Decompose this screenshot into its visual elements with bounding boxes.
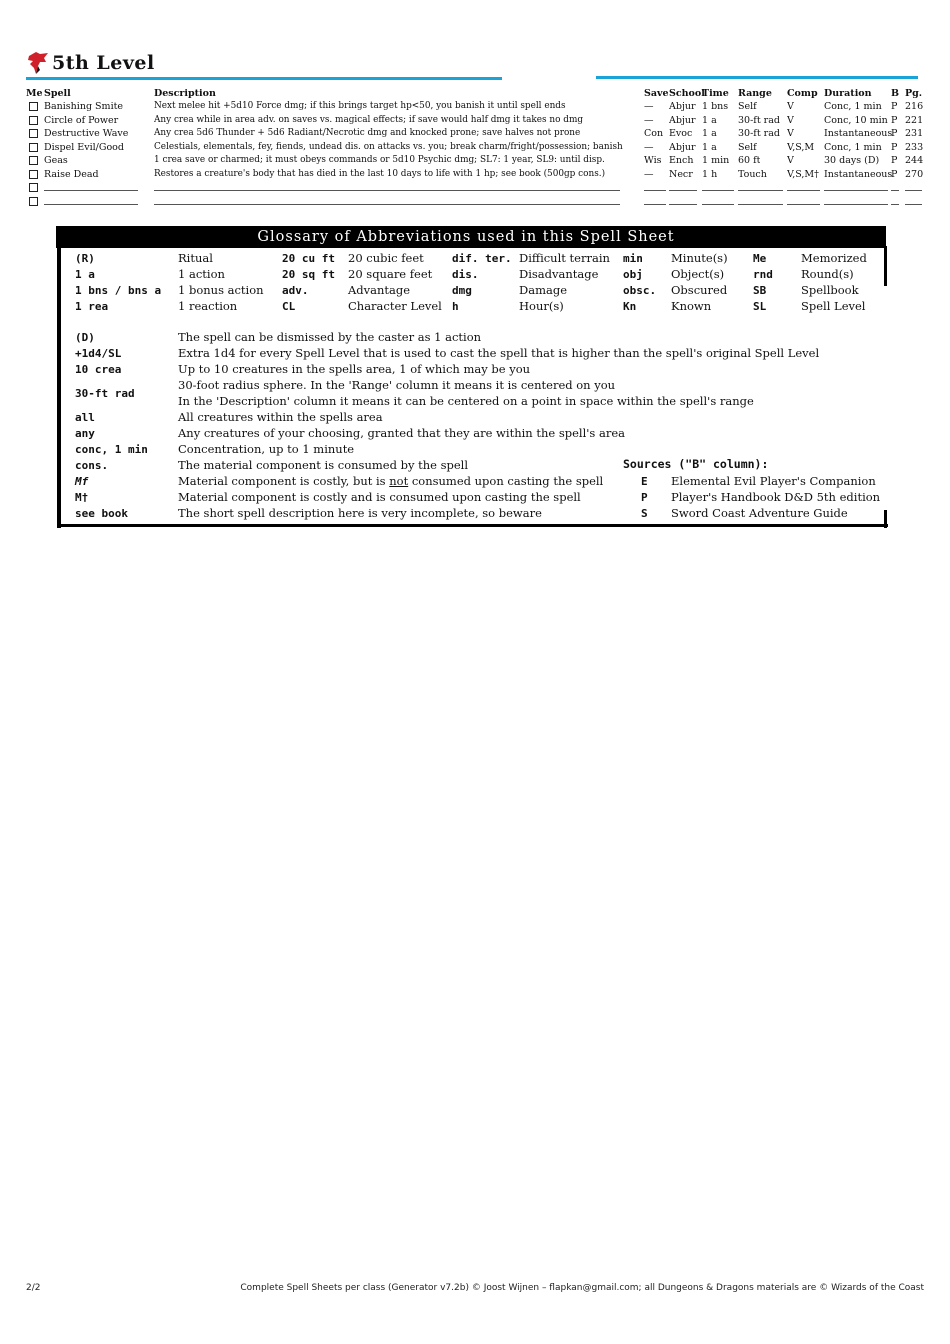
abbr-value: Known	[671, 299, 712, 313]
spell-time: 1 bns	[702, 101, 729, 112]
spell-save: —	[644, 141, 654, 153]
spell-school: Necr	[669, 169, 693, 180]
col-save: Save	[644, 88, 669, 99]
abbr-value: Hour(s)	[519, 299, 564, 313]
spell-page: 221	[905, 114, 924, 126]
abbr-key: obj	[623, 268, 643, 281]
blank-row	[26, 195, 924, 208]
spell-school: Abjur	[669, 114, 696, 126]
term-key: cons.	[75, 459, 109, 472]
level-title: 5th Level	[52, 52, 155, 74]
spell-description: 1 crea save or charmed; it must obeys commands or 5d10 Psychic dmg; SL7: 1 year, SL9: until disp.	[154, 155, 605, 166]
abbr-value: 20 square feet	[348, 267, 433, 281]
spell-source: P	[891, 155, 898, 167]
abbr-key: 20 cu ft	[282, 252, 335, 265]
spell-name: Circle of Power	[44, 114, 119, 126]
header-rule-right	[596, 76, 918, 79]
source-key: P	[641, 491, 648, 504]
abbr-value: Disadvantage	[519, 267, 599, 281]
dragon-icon	[26, 50, 50, 76]
abbr-value: Round(s)	[801, 267, 854, 281]
abbr-key: 1 rea	[75, 300, 109, 313]
col-pg: Pg.	[905, 88, 923, 99]
spell-description: Celestials, elementals, fey, fiends, undead dis. on attacks vs. you; break charm/fright/possession; banish	[154, 141, 623, 152]
glossary-border-bottom	[58, 524, 888, 527]
term-value: The material component is consumed by the spell	[178, 458, 469, 472]
memorized-checkbox[interactable]	[29, 116, 38, 125]
spell-range: 60 ft	[738, 155, 761, 167]
spell-components: V	[787, 101, 794, 112]
abbr-key: CL	[282, 300, 296, 313]
term-key: +1d4/SL	[75, 347, 122, 360]
term-key: any	[75, 427, 95, 440]
spell-source: P	[891, 114, 898, 126]
spell-page: 244	[905, 155, 924, 167]
glossary-title: Glossary of Abbreviations used in this Spell Sheet	[257, 229, 675, 245]
abbr-key: adv.	[282, 284, 309, 297]
abbr-value: Ritual	[178, 251, 213, 265]
abbr-value: Advantage	[348, 283, 411, 297]
spell-duration: Conc, 10 min	[824, 114, 888, 126]
spell-duration: 30 days (D)	[824, 155, 880, 167]
spell-duration: Instantaneous	[824, 128, 893, 140]
memorized-checkbox[interactable]	[29, 129, 38, 138]
abbr-value: Damage	[519, 283, 568, 297]
abbr-key: dmg	[452, 284, 472, 297]
spell-source: P	[891, 141, 898, 153]
spell-range: Self	[738, 141, 757, 153]
spell-school: Ench	[669, 155, 694, 167]
header-rule-left	[26, 77, 502, 80]
source-value: Player's Handbook D&D 5th edition	[671, 490, 881, 504]
spell-duration: Conc, 1 min	[824, 141, 882, 153]
abbr-key: 1 a	[75, 268, 95, 281]
blank-row	[26, 181, 924, 194]
term-value: Any creatures of your choosing, granted that they are within the spell's area	[178, 426, 625, 440]
spell-name: Destructive Wave	[44, 128, 129, 140]
spell-row	[26, 100, 924, 113]
spell-description: Next melee hit +5d10 Force dmg; if this brings target hp<50, you banish it until spell ends	[154, 101, 566, 111]
spell-page: 231	[905, 128, 924, 140]
abbr-value: 1 reaction	[178, 299, 238, 313]
spell-components: V	[787, 114, 794, 126]
spell-components: V	[787, 128, 794, 140]
abbr-key: obsc.	[623, 284, 657, 297]
term-key: see book	[75, 507, 128, 520]
term-key: 10 crea	[75, 363, 122, 376]
term-value-cont: In the 'Description' column it means it can be centered on a point in space within the spell's range	[178, 394, 754, 408]
spell-school: Abjur	[669, 101, 696, 112]
spell-name: Raise Dead	[44, 169, 99, 180]
spell-description: Restores a creature's body that has died in the last 10 days to life with 1 hp; see book (500gp cons.)	[154, 169, 606, 179]
abbr-value: Spellbook	[801, 283, 859, 297]
term-value: Concentration, up to 1 minute	[178, 442, 355, 456]
spell-save: —	[644, 101, 654, 112]
abbr-value: 1 bonus action	[178, 283, 264, 297]
source-value: Elemental Evil Player's Companion	[671, 474, 876, 488]
term-value: The spell can be dismissed by the caster as 1 action	[178, 330, 482, 344]
memorized-checkbox[interactable]	[29, 197, 38, 206]
abbr-value: 1 action	[178, 267, 225, 281]
spell-page: 233	[905, 141, 924, 153]
spell-components: V,S,M	[787, 141, 815, 153]
spell-description: Any crea while in area adv. on saves vs. magical effects; if save would half dmg it takes no dmg	[154, 114, 584, 125]
sources-heading: Sources ("B" column):	[623, 457, 769, 471]
spell-name: Banishing Smite	[44, 101, 124, 112]
abbr-value: Memorized	[801, 251, 867, 265]
abbr-value: Character Level	[348, 299, 442, 313]
spell-save: —	[644, 114, 654, 126]
memorized-checkbox[interactable]	[29, 156, 38, 165]
term-key: 30-ft rad	[75, 387, 135, 400]
abbr-key: SB	[753, 284, 767, 297]
col-me: Me	[26, 88, 43, 99]
spell-row	[26, 114, 924, 127]
memorized-checkbox[interactable]	[29, 183, 38, 192]
memorized-checkbox[interactable]	[29, 102, 38, 111]
term-value: The short spell description here is very incomplete, so beware	[178, 506, 542, 520]
spell-name: Dispel Evil/Good	[44, 141, 124, 153]
spell-range: 30-ft rad	[738, 114, 780, 126]
spell-range: 30-ft rad	[738, 128, 780, 140]
source-key: S	[641, 507, 648, 520]
spell-time: 1 a	[702, 128, 717, 140]
abbr-key: Me	[753, 252, 767, 265]
spell-description: Any crea 5d6 Thunder + 5d6 Radiant/Necrotic dmg and knocked prone; save halves not prone	[154, 128, 581, 139]
spell-page: 216	[905, 101, 924, 112]
abbr-value: Difficult terrain	[519, 251, 610, 265]
spell-page: 270	[905, 169, 924, 180]
glossary-border-right	[884, 246, 887, 286]
spell-time: 1 h	[702, 169, 718, 180]
spell-school: Abjur	[669, 141, 696, 153]
abbr-key: min	[623, 252, 643, 265]
abbr-key: 20 sq ft	[282, 268, 335, 281]
abbr-key: dis.	[452, 268, 479, 281]
spell-time: 1 a	[702, 114, 717, 126]
term-value: 30-foot radius sphere. In the 'Range' column it means it is centered on you	[178, 378, 616, 392]
col-b: B	[891, 88, 900, 99]
col-spell: Spell	[44, 88, 71, 99]
abbr-key: 1 bns / bns a	[75, 284, 162, 297]
glossary-border-left	[57, 246, 61, 528]
col-duration: Duration	[824, 88, 872, 99]
abbr-value: Obscured	[671, 283, 728, 297]
source-key: E	[641, 475, 648, 488]
col-comp: Comp	[787, 88, 818, 99]
page-number: 2/2	[26, 1283, 41, 1293]
term-value: Extra 1d4 for every Spell Level that is used to cast the spell that is higher than the spell's original Spell Level	[178, 346, 820, 360]
spell-duration: Conc, 1 min	[824, 101, 882, 112]
term-value: Material component is costly and is consumed upon casting the spell	[178, 490, 581, 504]
spell-source: P	[891, 169, 898, 180]
footer-credits: Complete Spell Sheets per class (Generator v7.2b) © Joost Wijnen – flapkan@gmail.com; all Dungeons & Dragons materials are © Wizards of the Coast	[240, 1283, 924, 1293]
term-key: M†	[75, 491, 89, 504]
spell-range: Touch	[738, 169, 767, 180]
spell-name: Geas	[44, 155, 68, 167]
abbr-value: Spell Level	[801, 299, 866, 313]
term-value: Up to 10 creatures in the spells area, 1 of which may be you	[178, 362, 531, 376]
term-key: (D)	[75, 331, 95, 344]
col-school: School	[669, 88, 705, 99]
abbr-value: Object(s)	[671, 267, 725, 281]
term-value: Material component is costly, but is not consumed upon casting the spell	[178, 474, 604, 488]
col-range: Range	[738, 88, 772, 99]
spell-row	[26, 127, 924, 140]
spell-row	[26, 168, 924, 181]
spell-table-header	[26, 87, 924, 100]
memorized-checkbox[interactable]	[29, 143, 38, 152]
term-key: conc, 1 min	[75, 443, 148, 456]
abbr-key: h	[452, 300, 459, 313]
spell-save: Con	[644, 128, 664, 140]
source-value: Sword Coast Adventure Guide	[671, 506, 848, 520]
abbr-key: rnd	[753, 268, 773, 281]
spell-time: 1 min	[702, 155, 730, 167]
spell-source: P	[891, 101, 898, 112]
spell-components: V	[787, 155, 794, 167]
abbr-key: (R)	[75, 252, 95, 265]
term-key: all	[75, 411, 95, 424]
spell-save: —	[644, 169, 654, 180]
spell-save: Wis	[644, 155, 662, 167]
term-value: All creatures within the spells area	[178, 410, 383, 424]
term-key: Mf	[75, 475, 89, 488]
abbr-value: 20 cubic feet	[348, 251, 424, 265]
spell-school: Evoc	[669, 128, 693, 140]
spell-source: P	[891, 128, 898, 140]
col-description: Description	[154, 88, 216, 99]
spell-row	[26, 141, 924, 154]
abbr-key: SL	[753, 300, 767, 313]
spell-range: Self	[738, 101, 757, 112]
spell-duration: Instantaneous	[824, 169, 893, 180]
spell-time: 1 a	[702, 141, 717, 153]
spell-row	[26, 154, 924, 167]
abbr-key: Kn	[623, 300, 637, 313]
memorized-checkbox[interactable]	[29, 170, 38, 179]
glossary-border-right-lower	[884, 510, 887, 528]
abbr-key: dif. ter.	[452, 252, 512, 265]
abbr-value: Minute(s)	[671, 251, 728, 265]
col-time: Time	[702, 88, 729, 99]
spell-components: V,S,M†	[787, 169, 819, 180]
